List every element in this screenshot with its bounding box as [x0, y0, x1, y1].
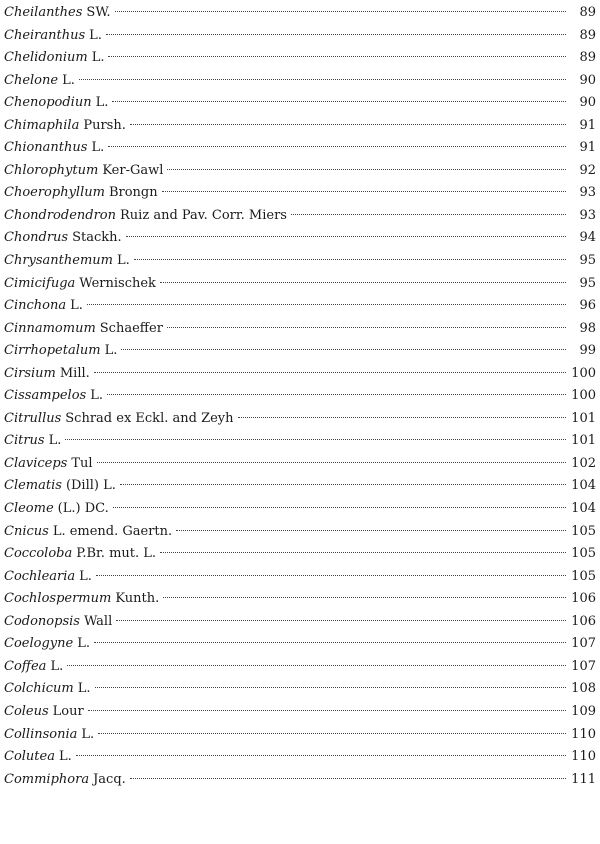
dot-leader: [97, 462, 566, 463]
page-number: 100: [571, 365, 596, 381]
page-number: 104: [571, 501, 596, 517]
index-entry: [4, 385, 596, 408]
dot-leader: [112, 101, 566, 102]
genus-name: Chondrus: [4, 230, 69, 246]
genus-name: Cirsium: [4, 365, 56, 381]
index-entry: [4, 273, 596, 296]
genus-name: Cheiranthus: [4, 27, 86, 43]
genus-name: Cirrhopetalum: [4, 343, 101, 359]
authority: Ruiz and Pav. Corr. Miers: [120, 207, 287, 223]
page-number: 91: [579, 117, 596, 133]
dot-leader: [126, 236, 566, 237]
index-entry: [4, 47, 596, 70]
index-entry: [4, 182, 596, 205]
genus-name: Claviceps: [4, 455, 68, 471]
genus-name: Cheilanthes: [4, 5, 83, 20]
authority: L.: [95, 95, 109, 111]
index-entry: [4, 724, 596, 747]
authority: Mill.: [59, 365, 90, 381]
index-entry: [4, 498, 596, 521]
genus-name: Cochlearia: [4, 568, 76, 584]
page-number: 111: [571, 771, 596, 787]
authority: Jacq.: [93, 771, 126, 787]
page-number: 108: [571, 681, 596, 697]
dot-leader: [167, 169, 566, 170]
dot-leader: [163, 597, 566, 598]
index-entry: [4, 453, 596, 476]
dot-leader: [88, 710, 566, 711]
dot-leader: [106, 34, 566, 35]
authority: L.: [117, 253, 130, 269]
page-number: 90: [579, 95, 596, 111]
page-number: 92: [579, 162, 596, 178]
index-entry: [4, 25, 596, 48]
page-number: 89: [579, 27, 596, 43]
index-entry: [4, 70, 596, 93]
authority: Ker-Gawl: [102, 162, 164, 178]
index-entry: [4, 205, 596, 228]
genus-name: Chelidonium: [4, 50, 88, 66]
page-number: 105: [571, 568, 596, 584]
dot-leader: [79, 79, 566, 80]
dot-leader: [115, 11, 566, 12]
authority: L.: [81, 726, 95, 742]
authority: L.: [104, 343, 118, 359]
index-entry: [4, 408, 596, 431]
page-number: 99: [579, 343, 596, 359]
genus-name: Cinnamomum: [4, 320, 96, 336]
page-number: 101: [571, 410, 596, 426]
authority: L.: [91, 50, 105, 66]
index-entry: [4, 137, 596, 160]
index-entry: [4, 633, 596, 656]
page-number: 98: [579, 320, 596, 336]
index-entry: [4, 746, 596, 769]
genus-name: Collinsonia: [4, 726, 78, 742]
authority: L.: [77, 681, 91, 697]
page-number: 105: [571, 546, 596, 562]
index-entry: [4, 340, 596, 363]
dot-leader: [76, 755, 566, 756]
index-entry: [4, 295, 596, 318]
genus-name: Coffea: [4, 658, 47, 674]
page-number: 95: [579, 253, 596, 269]
authority: (Dill) L.: [65, 478, 116, 494]
page-number: 105: [571, 523, 596, 539]
genus-name: Chelone: [4, 72, 59, 88]
dot-leader: [176, 530, 566, 531]
dot-leader: [121, 349, 566, 350]
dot-leader: [134, 259, 566, 260]
page-number: 90: [579, 72, 596, 88]
genus-name: Chenopodiun: [4, 95, 92, 111]
index-entry: [4, 430, 596, 453]
genus-name: Clematis: [4, 478, 62, 494]
authority: L.: [50, 658, 64, 674]
genus-name: Citrullus: [4, 410, 62, 426]
dot-leader: [116, 620, 566, 621]
authority: L.: [91, 140, 105, 156]
dot-leader: [94, 642, 566, 643]
genus-name: Cochlospermum: [4, 591, 112, 607]
dot-leader: [130, 778, 566, 779]
authority: Schaeffer: [99, 320, 163, 336]
genus-name: Cinchona: [4, 298, 67, 314]
dot-leader: [113, 507, 566, 508]
dot-leader: [107, 394, 566, 395]
index-entry: [4, 363, 596, 386]
index-entry: [4, 566, 596, 589]
page-number: 101: [571, 433, 596, 449]
genus-name: Chrysanthemum: [4, 253, 113, 269]
index-entry: [4, 160, 596, 183]
dot-leader: [291, 214, 566, 215]
authority: Wernischek: [79, 275, 156, 291]
dot-leader: [160, 282, 566, 283]
authority: L.: [89, 27, 102, 43]
authority: Tul: [71, 455, 93, 471]
page-number: 95: [579, 275, 596, 291]
authority: Kunth.: [115, 591, 160, 607]
genus-name: Chimaphila: [4, 117, 80, 133]
page-number: 104: [571, 478, 596, 494]
page-number: 110: [571, 749, 596, 765]
index-entry: [4, 588, 596, 611]
page-number: 93: [579, 185, 596, 201]
page-number: 89: [579, 50, 596, 66]
page-number: 106: [571, 591, 596, 607]
authority: (L.) DC.: [57, 501, 109, 517]
authority: Brongn: [108, 185, 158, 201]
genus-name: Citrus: [4, 433, 45, 449]
index-entry: [4, 521, 596, 544]
authority: L. emend. Gaertn.: [52, 523, 173, 539]
genus-name: Cleome: [4, 501, 54, 517]
page-number: 93: [579, 207, 596, 223]
index-entry: [4, 250, 596, 273]
dot-leader: [65, 439, 566, 440]
page-number: 107: [571, 658, 596, 674]
authority: L.: [77, 636, 90, 652]
index-entry: [4, 543, 596, 566]
authority: Lour: [52, 703, 84, 719]
dot-leader: [98, 733, 566, 734]
authority: Schrad ex Eckl. and Zeyh: [65, 410, 234, 426]
dot-leader: [95, 687, 567, 688]
authority: P.Br. mut. L.: [76, 546, 157, 562]
authority: L.: [79, 568, 92, 584]
dot-leader: [162, 191, 566, 192]
genus-name: Chionanthus: [4, 140, 88, 156]
genus-name: Coccoloba: [4, 546, 73, 562]
genus-name: Codonopsis: [4, 613, 80, 629]
index-entry: [4, 318, 596, 341]
index-list: [4, 2, 596, 791]
index-entry: [4, 227, 596, 250]
genus-name: Coleus: [4, 703, 49, 719]
authority: L.: [48, 433, 62, 449]
index-entry: [4, 701, 596, 724]
page-number: 102: [571, 455, 596, 471]
page-number: 96: [579, 298, 596, 314]
dot-leader: [96, 575, 566, 576]
genus-name: Chlorophytum: [4, 162, 99, 178]
page-number: 107: [571, 636, 596, 652]
authority: Stackh.: [72, 230, 122, 246]
genus-name: Chondrodendron: [4, 207, 117, 223]
genus-name: Coelogyne: [4, 636, 74, 652]
dot-leader: [167, 327, 566, 328]
authority: Wall: [83, 613, 113, 629]
dot-leader: [120, 484, 566, 485]
authority: L.: [70, 298, 83, 314]
authority: Pursh.: [83, 117, 126, 133]
page-number: 100: [571, 388, 596, 404]
index-entry: [4, 656, 596, 679]
dot-leader: [94, 372, 566, 373]
dot-leader: [130, 124, 566, 125]
page-number: 91: [579, 140, 596, 156]
dot-leader: [238, 417, 566, 418]
dot-leader: [108, 56, 566, 57]
dot-leader: [160, 552, 566, 553]
genus-name: Colutea: [4, 749, 55, 765]
dot-leader: [108, 146, 566, 147]
dot-leader: [67, 665, 566, 666]
genus-name: Cissampelos: [4, 388, 87, 404]
index-entry: [4, 475, 596, 498]
authority: L.: [90, 388, 103, 404]
page-number: 106: [571, 613, 596, 629]
index-entry: [4, 611, 596, 634]
page-number: 109: [571, 703, 596, 719]
page-number: 94: [579, 230, 596, 246]
genus-name: Colchicum: [4, 681, 74, 697]
index-entry: [4, 2, 596, 25]
genus-name: Choerophyllum: [4, 185, 105, 201]
index-entry: [4, 678, 596, 701]
genus-name: Commiphora: [4, 771, 90, 787]
authority: SW.: [86, 5, 111, 20]
index-entry: [4, 115, 596, 138]
authority: L.: [62, 72, 75, 88]
genus-name: Cnicus: [4, 523, 49, 539]
page-number: 89: [579, 5, 596, 20]
index-entry: [4, 92, 596, 115]
index-entry: [4, 769, 596, 792]
authority: L.: [58, 749, 72, 765]
page-number: 110: [571, 726, 596, 742]
genus-name: Cimicifuga: [4, 275, 76, 291]
dot-leader: [87, 304, 566, 305]
